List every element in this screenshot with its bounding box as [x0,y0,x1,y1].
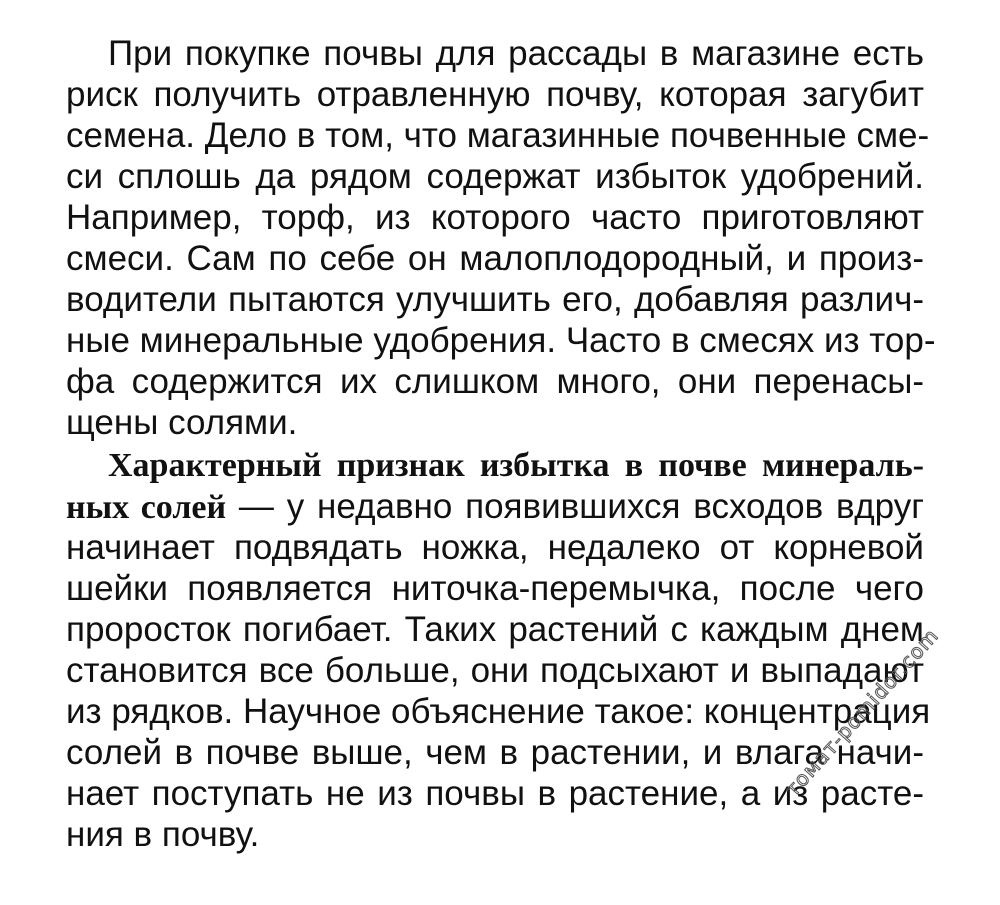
p2-line-5: проросток погибает. Таких растений с каждым днем [66,610,924,649]
p2-bold-term-end: ных солей [66,489,227,526]
p2-line-9: нает поступать не из почвы в растение, а из расте- [66,774,924,813]
p2-line-2 [66,486,924,528]
p2-line-4: шейки появляется ниточка-перемычка, после чего [66,569,924,608]
p2-line-3: начинает подвядать ножка, недалеко от корневой [66,528,924,567]
p2-line-6: становится все больше, они подсыхают и выпадают [66,651,924,690]
p2-line-2-rest: — у недавно появившихся всходов вдруг [226,487,924,526]
p1-line-6: смеси. Сам по себе он малоплодородный, и произ- [66,239,924,278]
p1-line-10: щены солями. [66,403,298,442]
p2-bold-heading-line: Характерный признак избытка в почве минераль- [108,447,924,484]
p1-line-5: Например, торф, из которого часто приготовляют [66,198,924,237]
p1-line-4: си сплошь да рядом содержат избыток удобрений. [66,157,924,196]
p1-line-8: ные минеральные удобрения. Часто в смесях из тор- [66,321,936,360]
p1-line-3: семена. Дело в том, что магазинные почвенные сме- [66,116,930,155]
p1-line-7: водители пытаются улучшить его, добавляя различ- [66,280,924,319]
p2-line-7: из рядков. Научное объяснение такое: концентрация [66,692,931,731]
p2-line-8: солей в почве выше, чем в растении, и влага начи- [66,733,924,772]
site-watermark: томат-pomidor.com [780,623,944,802]
p1-line-9: фа содержится их слишком много, они перенасы- [66,362,924,401]
p1-line-2: риск получить отравленную почву, которая загубит [66,75,924,114]
p1-line-1: При покупке почвы для рассады в магазине есть [108,34,924,73]
p2-line-10: ния в почву. [66,815,260,854]
